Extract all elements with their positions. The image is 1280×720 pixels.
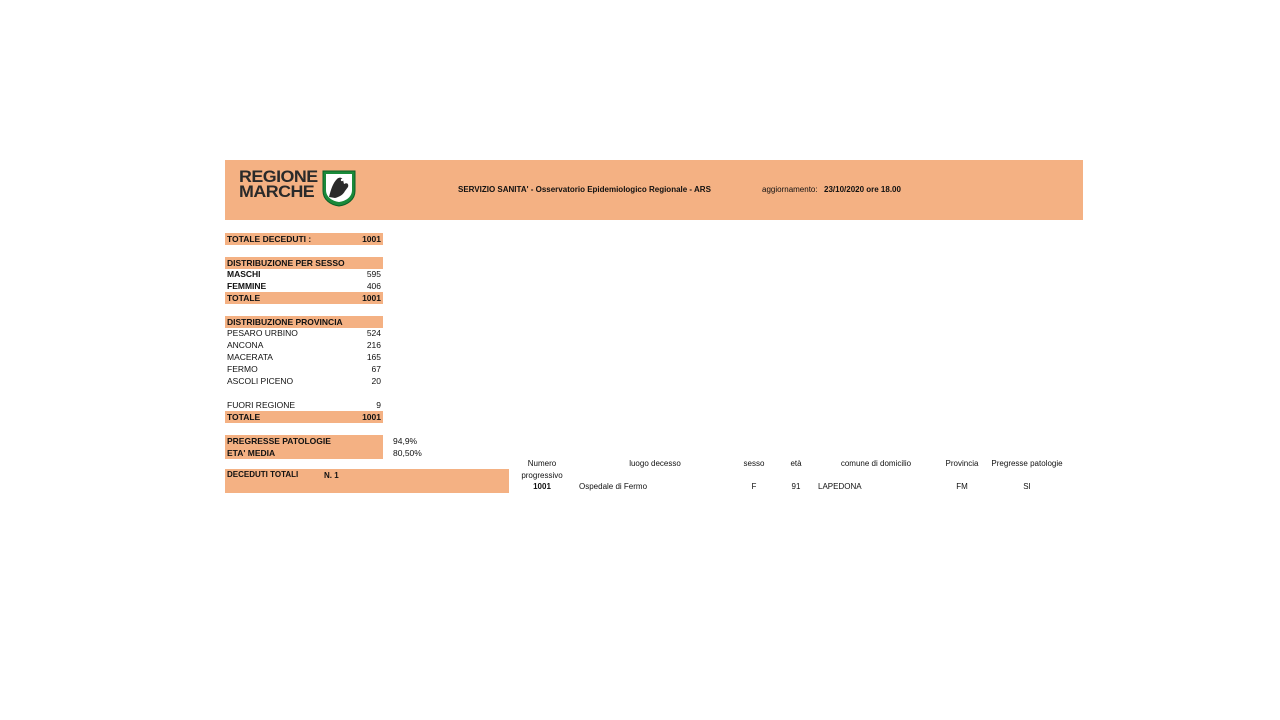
deceduti-totali-box	[225, 469, 509, 493]
fuori-regione-label: FUORI REGIONE	[227, 400, 296, 410]
provincia-row	[225, 363, 383, 375]
sesso-total-value: 1001	[362, 293, 381, 303]
provincia-row	[225, 375, 383, 387]
provincia-title: DISTRIBUZIONE PROVINCIA	[227, 317, 343, 327]
deceduti-totali-label: DECEDUTI TOTALI	[227, 470, 299, 479]
sesso-label: FEMMINE	[227, 281, 267, 291]
provincia-label: PESARO URBINO	[227, 328, 298, 338]
sesso-value: 595	[366, 269, 381, 279]
provincia-label: ANCONA	[227, 340, 264, 350]
provincia-value: 67	[371, 364, 381, 374]
cell-luogo: Ospedale di Fermo	[579, 482, 648, 491]
sesso-label: MASCHI	[227, 269, 261, 279]
cell-pregresse: SI	[1023, 482, 1031, 491]
header-provincia: Provincia	[945, 459, 979, 468]
provincia-value: 524	[366, 328, 381, 338]
eta-media-label: ETA' MEDIA	[227, 448, 276, 458]
provincia-label: MACERATA	[227, 352, 273, 362]
update-timestamp: 23/10/2020 ore 18.00	[824, 185, 901, 194]
totale-deceduti-value: 1001	[362, 234, 381, 244]
update-label: aggiornamento:	[762, 185, 818, 194]
region-shield-icon	[321, 169, 357, 207]
sesso-total-label: TOTALE	[227, 293, 261, 303]
provincia-total-value: 1001	[362, 412, 381, 422]
cell-sesso: F	[751, 482, 757, 491]
sesso-total-row	[225, 292, 383, 304]
provincia-total-row	[225, 411, 383, 423]
provincia-label: FERMO	[227, 364, 258, 374]
provincia-row	[225, 339, 383, 351]
provincia-value: 20	[371, 376, 381, 386]
cell-provincia: FM	[956, 482, 968, 491]
eta-media-value: 80,50%	[393, 448, 422, 458]
cell-eta: 91	[791, 482, 801, 491]
fuori-regione-value: 9	[376, 400, 381, 410]
provincia-row	[225, 327, 383, 339]
logo-line-1: REGIONE	[239, 167, 318, 186]
logo-line-2: MARCHE	[239, 182, 315, 201]
header-comune: comune di domicilio	[840, 459, 912, 468]
sesso-value: 406	[366, 281, 381, 291]
header-numero-line2: progressivo	[521, 471, 563, 480]
eta-media-row	[225, 447, 383, 459]
cell-comune: LAPEDONA	[818, 482, 862, 491]
provincia-label: ASCOLI PICENO	[227, 376, 294, 386]
totale-deceduti-label: TOTALE DECEDUTI :	[227, 234, 312, 244]
header-luogo: luogo decesso	[629, 459, 681, 468]
header-sesso: sesso	[743, 459, 765, 468]
pregresse-value: 94,9%	[393, 436, 418, 446]
pregresse-label: PREGRESSE PATOLOGIE	[227, 436, 331, 446]
provincia-row	[225, 351, 383, 363]
report-header	[225, 160, 1083, 220]
cell-numero: 1001	[533, 482, 551, 491]
sesso-row-femmine	[225, 280, 383, 292]
pregresse-row	[225, 435, 383, 447]
header-numero-line1: Numero	[527, 459, 557, 468]
header-numero	[512, 458, 572, 482]
header-eta: età	[790, 459, 802, 468]
provincia-value: 165	[366, 352, 381, 362]
totale-deceduti-row	[225, 233, 383, 245]
sesso-row-maschi	[225, 268, 383, 280]
provincia-value: 216	[366, 340, 381, 350]
fuori-regione-row	[225, 399, 383, 411]
sesso-title: DISTRIBUZIONE PER SESSO	[227, 258, 345, 268]
header-pregresse: Pregresse patologie	[991, 459, 1063, 468]
provincia-total-label: TOTALE	[227, 412, 261, 422]
region-logo-text	[239, 169, 318, 199]
deceduti-totali-value: N. 1	[324, 471, 339, 480]
service-title: SERVIZIO SANITA' - Osservatorio Epidemiologico Regionale - ARS	[458, 185, 711, 194]
